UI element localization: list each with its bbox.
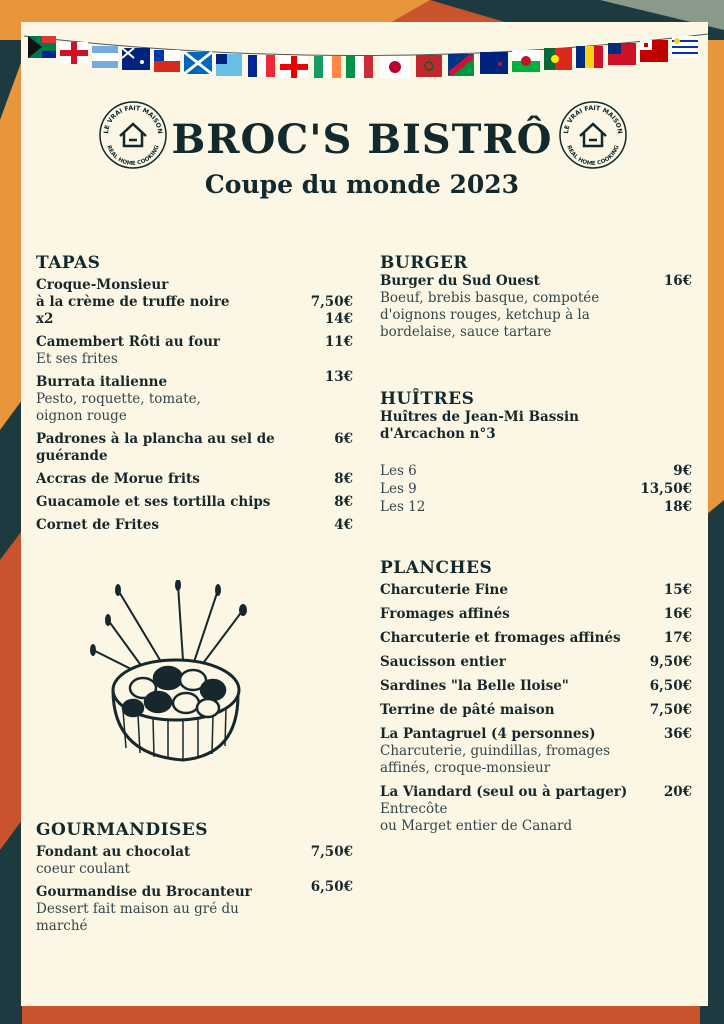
oyster-row: Les 6 9€: [380, 463, 692, 479]
section-huitres: [380, 389, 692, 516]
item-price: 14€: [324, 311, 353, 327]
section-title: TAPAS: [36, 253, 101, 273]
item-price: 7,50€: [649, 702, 692, 718]
svg-text:REAL HOME COOKING: REAL HOME COOKING: [105, 144, 161, 168]
menu-item: Charcuterie et fromages affinés 17€: [380, 630, 692, 646]
section-burger: [380, 253, 692, 347]
section-title: HUÎTRES: [380, 389, 475, 409]
flag-bunting: [24, 28, 708, 88]
item-price: 7,50€: [310, 844, 353, 860]
item-price: 8€: [334, 471, 353, 487]
flag-australia-icon: [122, 48, 150, 70]
flag-wales-icon: [512, 50, 540, 72]
menu-item: Croque-Monsieur à la crème de truffe noire x2 7,50€ 14€: [36, 277, 353, 327]
menu-item: Fromages affinés 16€: [380, 606, 692, 622]
section-title: PLANCHES: [380, 558, 493, 578]
restaurant-name: BROC'S BISTRÔ: [171, 116, 553, 163]
flag-fiji-icon: [216, 54, 242, 76]
flag-romania-icon: [576, 46, 603, 68]
item-price: 8€: [334, 494, 353, 510]
menu-item: Gourmandise du Brocanteur Dessert fait maison au gré du marché 6,50€: [36, 879, 353, 934]
flag-scotland-icon: [184, 52, 212, 74]
menu-item: La Pantagruel (4 personnes) Charcuterie, guindillas, fromages affinés, croque-monsieur 36€: [380, 726, 692, 776]
menu-item: Burger du Sud Ouest Boeuf, brebis basque, compotée d'oignons rouges, ketchup à la bordelaise, sauce tartare 16€: [380, 273, 692, 340]
section-gourmandises: [36, 820, 353, 941]
item-price: 6€: [334, 431, 353, 447]
flag-uruguay-icon: [672, 36, 698, 58]
item-price: 11€: [324, 334, 353, 350]
item-price: 9,50€: [649, 654, 692, 670]
svg-text:REAL HOME COOKING: REAL HOME COOKING: [565, 144, 621, 168]
svg-text:LE VRAI FAIT MAISON: LE VRAI FAIT MAISON: [562, 104, 624, 135]
menu-item: Cornet de Frites 4€: [36, 517, 353, 533]
item-price: 17€: [663, 630, 692, 646]
item-price: 15€: [663, 582, 692, 598]
section-tapas: [36, 253, 353, 540]
flag-tonga-icon: [640, 40, 668, 62]
section-title: BURGER: [380, 253, 468, 273]
flag-argentina-icon: [92, 46, 118, 68]
menu-item: Guacamole et ses tortilla chips 8€: [36, 494, 353, 510]
huitres-subtitle: Huîtres de Jean-Mi Bassin: [380, 409, 579, 425]
section-planches: [380, 558, 692, 841]
item-price: 36€: [663, 726, 692, 742]
flag-england-icon: [60, 42, 88, 64]
huitres-subtitle-2: d'Arcachon n°3: [380, 426, 496, 442]
item-price: 16€: [663, 606, 692, 622]
item-price: 4€: [334, 517, 353, 533]
menu-item: Padrones à la plancha au sel de guérande 6€: [36, 431, 353, 464]
oyster-row: Les 12 18€: [380, 499, 692, 515]
flag-italy-icon: [346, 56, 373, 78]
item-price: 20€: [663, 784, 692, 800]
menu-item: Camembert Rôti au four Et ses frites 11€: [36, 334, 353, 367]
flag-new-zealand-icon: [480, 52, 508, 74]
item-price: 16€: [663, 273, 692, 289]
menu-item: Charcuterie Fine 15€: [380, 582, 692, 598]
flag-japan-icon: [380, 56, 410, 78]
flag-portugal-icon: [544, 48, 572, 70]
menu-item: Saucisson entier 9,50€: [380, 654, 692, 670]
item-price: 6,50€: [310, 879, 353, 895]
flag-ireland-icon: [314, 56, 341, 78]
flag-chile-icon: [154, 50, 180, 72]
flag-samoa-icon: [608, 43, 636, 65]
item-price: 6,50€: [649, 678, 692, 694]
item-price: 7,50€: [310, 294, 353, 310]
menu-item: Accras de Morue frits 8€: [36, 471, 353, 487]
menu-item: Terrine de pâté maison 7,50€: [380, 702, 692, 718]
menu-item: Sardines "la Belle Iloise" 6,50€: [380, 678, 692, 694]
flag-georgia-icon: [280, 56, 308, 78]
menu-item: Burrata italienne Pesto, roquette, tomate, oignon rouge 13€: [36, 369, 353, 424]
oyster-row: Les 9 13,50€: [380, 481, 692, 497]
flag-morocco-icon: [416, 55, 442, 77]
menu-item: Fondant au chocolat coeur coulant 7,50€: [36, 844, 353, 877]
flag-south-africa-icon: [28, 36, 56, 58]
flag-namibia-icon: [448, 54, 474, 76]
tapas-bowl-illustration: [88, 580, 278, 780]
menu-subtitle: Coupe du monde 2023: [204, 170, 520, 199]
flag-france-icon: [248, 55, 275, 77]
item-price: 13€: [324, 369, 353, 385]
menu-item: La Viandard (seul ou à partager) Entrecôte ou Marget entier de Canard 20€: [380, 784, 692, 834]
svg-text:LE VRAI FAIT MAISON: LE VRAI FAIT MAISON: [102, 104, 164, 135]
section-title: GOURMANDISES: [36, 820, 209, 840]
